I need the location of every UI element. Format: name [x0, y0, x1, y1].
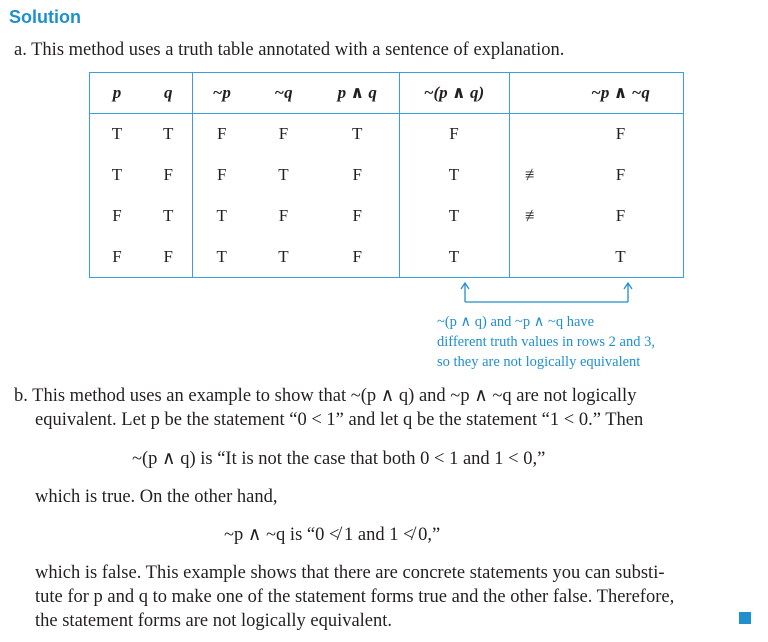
part-b-line-1: b. This method uses an example to show that ~(p ∧ q) and ~p ∧ ~q are not logically: [14, 386, 637, 406]
table-cell: ≢: [524, 206, 542, 226]
annotation-line-3: so they are not logically equivalent: [437, 354, 641, 370]
part-a-intro: a. This method uses a truth table annotated with a sentence of explanation.: [14, 40, 565, 60]
table-cell: T: [145, 113, 192, 154]
part-b-line-4: which is false. This example shows that there are concrete statements you can substi-: [35, 563, 665, 583]
part-b-display-1: ~(p ∧ q) is “It is not the case that both 0 < 1 and 1 < 0,”: [132, 449, 546, 469]
table-cell: [509, 237, 557, 278]
solution-heading: Solution: [9, 7, 81, 27]
table-cell: F: [112, 206, 122, 226]
header-cell: ~p ∧ ~q: [591, 82, 650, 102]
annotation-line-1: ~(p ∧ q) and ~p ∧ ~q have: [437, 314, 595, 330]
table-row: [89, 237, 684, 278]
table-cell: T: [216, 247, 227, 267]
header-cell: ~q: [274, 82, 293, 102]
table-header-row: [89, 72, 684, 113]
end-of-solution-square: [739, 612, 751, 624]
header-cell: p ∧ q: [316, 72, 399, 113]
header-cell: ~p: [212, 82, 231, 102]
table-row: [89, 196, 684, 237]
table-cell: F: [615, 164, 626, 184]
table-cell: T: [615, 247, 626, 267]
header-cell: q: [145, 72, 192, 113]
table-cell: F: [615, 206, 626, 226]
table-cell: T: [145, 196, 192, 237]
table-cell: T: [278, 164, 289, 184]
table-cell: F: [316, 196, 399, 237]
table-cell: T: [216, 206, 227, 226]
table-cell: F: [278, 206, 289, 226]
annotation-line-2: different truth values in rows 2 and 3,: [437, 334, 655, 350]
table-cell: F: [217, 123, 227, 143]
table-cell: T: [278, 247, 289, 267]
table-row: [89, 113, 684, 154]
table-cell: F: [615, 123, 626, 143]
table-cell: F: [316, 237, 399, 278]
table-cell: T: [316, 113, 399, 154]
header-cell: p: [112, 82, 122, 102]
header-rule: [89, 113, 684, 114]
table-cell: T: [111, 164, 123, 184]
table-cell: [509, 113, 557, 154]
table-cell: F: [316, 154, 399, 195]
table-cell: T: [399, 237, 509, 278]
part-b-line-6: the statement forms are not logically equivalent.: [35, 611, 393, 631]
part-b-line-2: equivalent. Let p be the statement “0 < 1” and let q be the statement “1 < 0.” Then: [35, 410, 644, 430]
table-cell: F: [145, 154, 192, 195]
header-cell: [509, 72, 557, 113]
table-cell: T: [399, 196, 509, 237]
table-cell: T: [399, 154, 509, 195]
table-cell: ≢: [524, 164, 542, 184]
table-cell: F: [217, 164, 227, 184]
header-cell: ~(p ∧ q): [399, 72, 509, 113]
table-cell: T: [111, 123, 123, 143]
table-row: [89, 154, 684, 195]
part-b-line-5: tute for p and q to make one of the statement forms true and the other false. Therefore,: [35, 587, 675, 607]
table-cell: F: [399, 113, 509, 154]
truth-table: [89, 72, 684, 278]
part-b-display-2: ~p ∧ ~q is “0 ≮ 1 and 1 ≮ 0,”: [224, 525, 441, 545]
annotation-bracket: [455, 278, 645, 312]
table-cell: F: [112, 247, 122, 267]
table-cell: F: [278, 123, 289, 143]
part-b-line-3: which is true. On the other hand,: [35, 487, 278, 507]
table-cell: F: [145, 237, 192, 278]
